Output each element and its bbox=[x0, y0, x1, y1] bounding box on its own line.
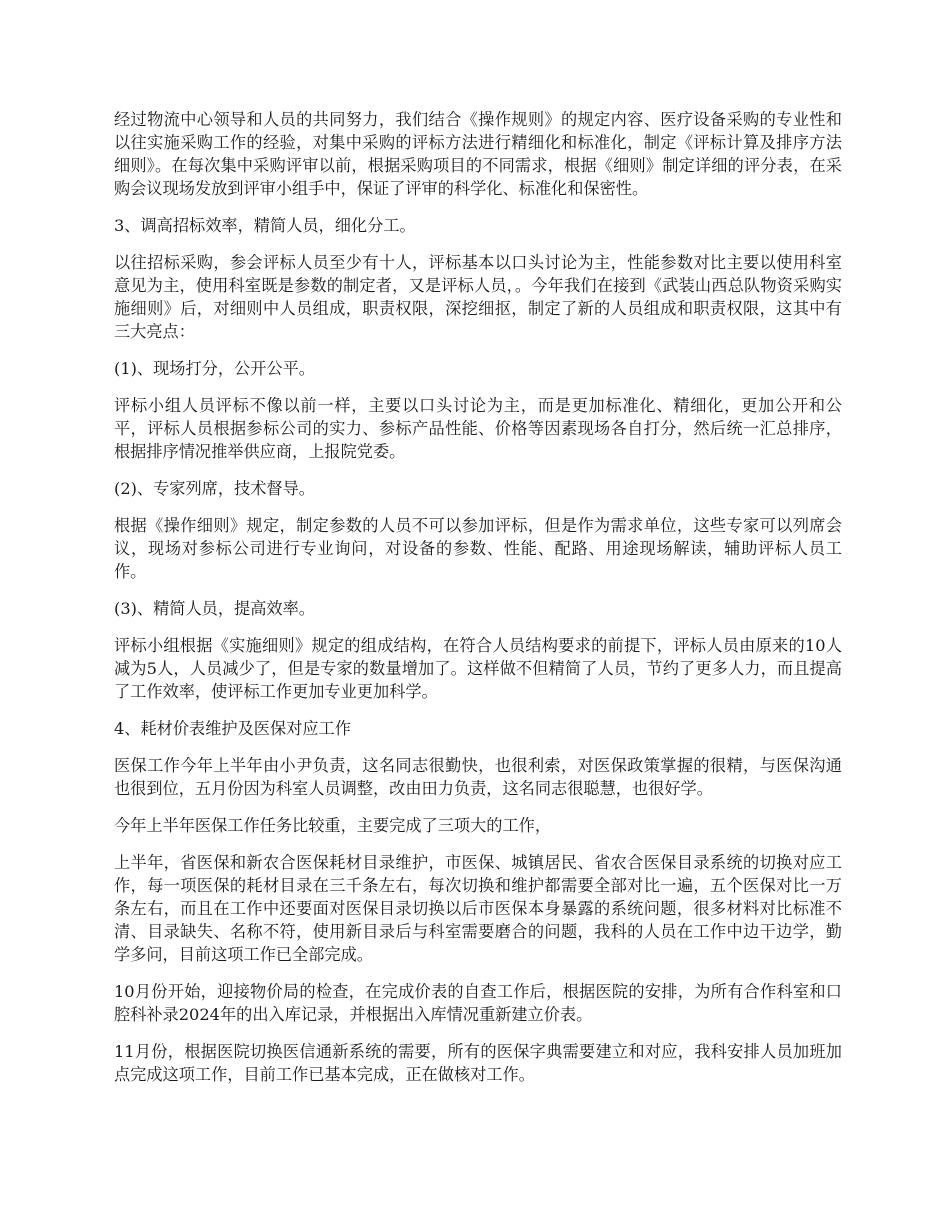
paragraph-insurance-tasks: 今年上半年医保工作任务比较重，主要完成了三项大的工作， bbox=[114, 816, 552, 835]
paragraph-intro: 经过物流中心领导和人员的共同努力，我们结合《操作规则》的规定内容、医疗设备采购的专业性和以往实施采购工作的经验，对集中采购的评标方法进行精细化和标准化，制定《评标计算及排序方法细则》。在每次集中采购评审以前，根据采购项目的不同需求，根据《细则》制定详细的评分表，在采购会议现场发放到评审小组手中，保证了评审的科学化、标准化和保密性。 bbox=[114, 110, 842, 198]
paragraph-efficiency: 评标小组根据《实施细则》规定的组成结构，在符合人员结构要求的前提下，评标人员由原来的10人减为5人，人员减少了，但是专家的数量增加了。这样做不但精简了人员，节约了更多人力，而且提高了工作效率，使评标工作更加专业更加科学。 bbox=[114, 636, 842, 701]
heading-section-4: 4、耗材价表维护及医保对应工作 bbox=[114, 719, 351, 738]
paragraph-experts: 根据《操作细则》规定，制定参数的人员不可以参加评标，但是作为需求单位，这些专家可以列席会议，现场对参标公司进行专业询问，对设备的参数、性能、配路、用途现场解读，辅助评标人员工作。 bbox=[114, 516, 842, 581]
document-body bbox=[114, 108, 842, 1100]
paragraph-first-half: 上半年，省医保和新农合医保耗材目录维护，市医保、城镇居民、省农合医保目录系统的切换对应工作，每一项医保的耗材目录在三千条左右，每次切换和维护都需要全部对比一遍，五个医保对比一万条左右，而且在工作中还要面对医保目录切换以后市医保本身暴露的系统问题，很多材料对比标准不清、目录缺失、名称不符，使用新目录后与科室需要磨合的问题，我科的人员在工作中边干边学，勤学多问，目前这项工作已全部完成。 bbox=[114, 853, 842, 964]
heading-section-3: 3、调高招标效率，精简人员，细化分工。 bbox=[114, 216, 416, 235]
paragraph-november: 11月份，根据医院切换医信通新系统的需要，所有的医保字典需要建立和对应，我科安排人员加班加点完成这项工作，目前工作已基本完成，正在做核对工作。 bbox=[114, 1042, 842, 1084]
subheading-3: (3)、精简人员，提高效率。 bbox=[114, 599, 315, 618]
subheading-2: (2)、专家列席，技术督导。 bbox=[114, 479, 315, 498]
subheading-1: (1)、现场打分，公开公平。 bbox=[114, 359, 315, 378]
paragraph-insurance-staff: 医保工作今年上半年由小尹负责，这名同志很勤快，也很利索，对医保政策掌握的很精，与医保沟通也很到位，五月份因为科室人员调整，改由田力负责，这名同志很聪慧，也很好学。 bbox=[114, 756, 842, 798]
paragraph-october: 10月份开始，迎接物价局的检查，在完成价表的自查工作后，根据医院的安排，为所有合作科室和口腔科补录2024年的出入库记录，并根据出入库情况重新建立价表。 bbox=[114, 982, 842, 1024]
paragraph-bidding-history: 以往招标采购，参会评标人员至少有十人，评标基本以口头讨论为主，性能参数对比主要以使用科室意见为主，使用科室既是参数的制定者，又是评标人员，。今年我们在接到《武装山西总队物资采购实施细则》后，对细则中人员组成，职责权限，深挖细抠，制定了新的人员组成和职责权限，这其中有三大亮点： bbox=[114, 253, 842, 341]
paragraph-scoring: 评标小组人员评标不像以前一样，主要以口头讨论为主，而是更加标准化、精细化，更加公开和公平，评标人员根据参标公司的实力、参标产品性能、价格等因素现场各自打分，然后统一汇总排序，根据排序情况推举供应商，上报院党委。 bbox=[114, 396, 842, 461]
